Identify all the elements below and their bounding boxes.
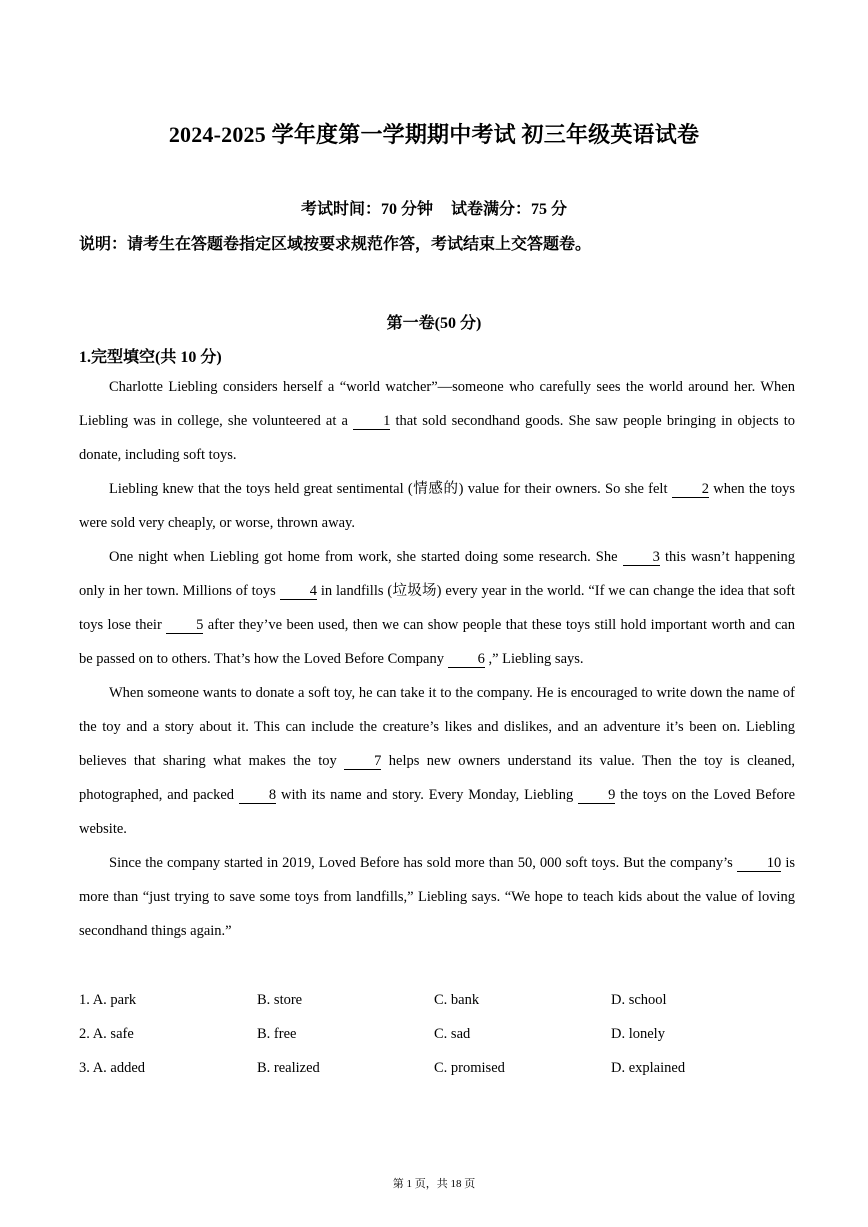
blank-2: 2 bbox=[672, 481, 709, 498]
part-title: 第一卷(50 分) bbox=[386, 315, 482, 332]
blank-5: 5 bbox=[166, 617, 203, 634]
paragraph-1: Charlotte Liebling considers herself a “world watcher”—someone who carefully sees the world around her. When Liebling was in college, she volunteered at a 1 that sold secondhand goods. She saw people bringing in objects to donate, including soft toys. bbox=[79, 379, 795, 463]
blank-8: 8 bbox=[239, 787, 276, 804]
cloze-passage bbox=[79, 370, 795, 948]
exam-meta bbox=[0, 196, 868, 219]
option-2a: 2. A. safe bbox=[79, 1026, 134, 1042]
option-1b: B. store bbox=[257, 992, 303, 1008]
question-1-options bbox=[79, 985, 799, 1019]
exam-title: 2024-2025 学年度第一学期期中考试 初三年级英语试卷 bbox=[168, 122, 700, 147]
option-2b: B. free bbox=[257, 1026, 297, 1042]
blank-4: 4 bbox=[280, 583, 317, 600]
question-2-options bbox=[79, 1019, 799, 1053]
blank-3: 3 bbox=[623, 549, 660, 566]
instructions: 说明：请考生在答题卷指定区域按要求规范作答，考试结束上交答题卷。 bbox=[79, 236, 592, 253]
blank-6: 6 bbox=[448, 651, 485, 668]
option-1d: D. school bbox=[611, 992, 667, 1008]
paragraph-3: One night when Liebling got home from work, she started doing some research. She 3 this wasn’t happening only in her town. Millions of toys 4 in landfills (垃圾场) every year in the world. “If we can change the idea that soft toys lose their 5 after they’ve been used, then we can show people that these toys still hold important worth and can be passed on to others. That’s how the Loved Before Company 6 ,” Liebling says. bbox=[79, 549, 795, 667]
paragraph-5: Since the company started in 2019, Loved Before has sold more than 50, 000 soft toys. But the company’s 10 is more than “just trying to save some toys from landfills,” Liebling says. “We hope to teach kids about the value of loving secondhand things again.” bbox=[79, 855, 795, 939]
exam-time: 考试时间：70 分钟 bbox=[300, 201, 433, 218]
option-1a: 1. A. park bbox=[79, 992, 137, 1008]
section-title: 1.完型填空(共 10 分) bbox=[79, 349, 222, 366]
full-score: 试卷满分：75 分 bbox=[451, 201, 568, 218]
option-3d: D. explained bbox=[611, 1060, 686, 1076]
blank-7: 7 bbox=[344, 753, 381, 770]
option-3b: B. realized bbox=[257, 1060, 320, 1076]
option-2c: C. sad bbox=[434, 1026, 471, 1042]
paragraph-4: When someone wants to donate a soft toy, he can take it to the company. He is encouraged to write down the name of the toy and a story about it. This can include the creature’s likes and dislikes, and an adventure it’s been on. Liebling believes that sharing what makes the toy 7 helps new owners understand its value. Then the toy is cleaned, photographed, and packed 8 with its name and story. Every Monday, Liebling 9 the toys on the Loved Before website. bbox=[79, 685, 795, 837]
paragraph-2: Liebling knew that the toys held great sentimental (情感的) value for their owners. So she felt 2 when the toys were sold very cheaply, or worse, thrown away. bbox=[79, 481, 795, 531]
option-2d: D. lonely bbox=[611, 1026, 665, 1042]
blank-1: 1 bbox=[353, 413, 390, 430]
page-footer: 第 1 页，共 18 页 bbox=[392, 1178, 476, 1190]
blank-9: 9 bbox=[578, 787, 615, 804]
blank-10: 10 bbox=[737, 855, 782, 872]
question-3-options bbox=[79, 1053, 799, 1087]
option-3a: 3. A. added bbox=[79, 1060, 146, 1076]
answer-options bbox=[79, 985, 799, 1087]
option-3c: C. promised bbox=[434, 1060, 505, 1076]
option-1c: C. bank bbox=[434, 992, 480, 1008]
